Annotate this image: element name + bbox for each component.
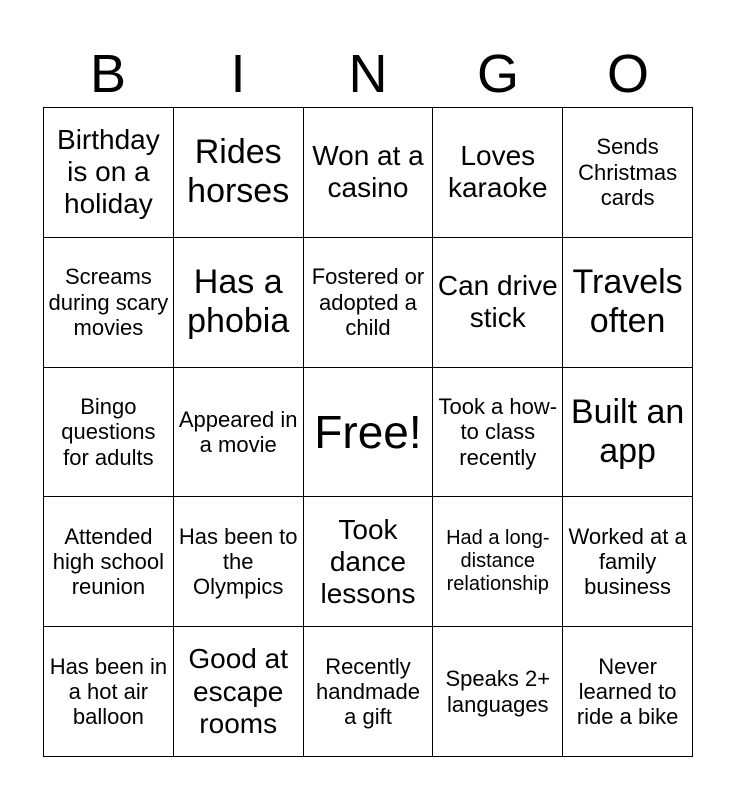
bingo-cell[interactable] [563, 497, 693, 627]
bingo-cell[interactable] [433, 368, 563, 498]
cell-text: Travels often [572, 263, 683, 341]
cell-text: Good at escape rooms [188, 643, 289, 739]
cell-text: Screams during scary movies [48, 264, 169, 340]
cell-text: Never learned to ride a bike [576, 653, 679, 730]
free-space[interactable] [304, 368, 434, 498]
bingo-cell[interactable] [433, 497, 563, 627]
bingo-cell[interactable] [304, 627, 434, 757]
cell-text: Took dance lessons [320, 513, 416, 609]
cell-text: Has been to the Olympics [178, 523, 298, 600]
bingo-cell[interactable] [563, 238, 693, 368]
bingo-header [43, 40, 693, 108]
cell-text: Fostered or adopted a child [311, 264, 425, 340]
cell-text: Loves karaoke [447, 140, 548, 204]
cell-text: Recently handmade a gift [316, 653, 420, 730]
cell-text: Took a how-to class recently [438, 394, 558, 470]
bingo-cell[interactable] [44, 108, 174, 238]
cell-text: Had a long-distance relationship [446, 527, 550, 596]
bingo-cell[interactable] [433, 108, 563, 238]
bingo-cell[interactable] [433, 627, 563, 757]
bingo-cell[interactable] [44, 627, 174, 757]
header-letter-n: N [348, 44, 388, 104]
cell-text: Bingo questions for adults [61, 394, 156, 470]
cell-text: Sends Christmas cards [578, 134, 678, 211]
bingo-cell[interactable] [304, 238, 434, 368]
free-space-text: Free! [314, 405, 422, 458]
bingo-cell[interactable] [563, 627, 693, 757]
cell-text: Speaks 2+ languages [445, 666, 551, 717]
cell-text: Attended high school reunion [52, 523, 165, 600]
cell-text: Worked at a family business [568, 523, 687, 600]
header-letter-g: G [476, 44, 519, 104]
cell-text: Can drive stick [437, 270, 558, 334]
header-letter-o: O [606, 44, 649, 104]
bingo-cell[interactable] [563, 108, 693, 238]
bingo-cell[interactable] [174, 627, 304, 757]
bingo-cell[interactable] [174, 108, 304, 238]
bingo-cell[interactable] [44, 368, 174, 498]
bingo-cell[interactable] [174, 368, 304, 498]
header-letter-b: B [89, 44, 127, 104]
header-letter-i: I [230, 44, 246, 104]
cell-text: Appeared in a movie [178, 406, 298, 457]
cell-text: Has a phobia [187, 263, 290, 341]
bingo-cell[interactable] [563, 368, 693, 498]
cell-text: Rides horses [187, 133, 290, 211]
bingo-cell[interactable] [304, 497, 434, 627]
bingo-cell[interactable] [174, 238, 304, 368]
cell-text: Birthday is on a holiday [57, 124, 160, 220]
cell-text: Has been in a hot air balloon [49, 653, 168, 730]
cell-text: Built an app [570, 392, 685, 470]
bingo-cell[interactable] [44, 238, 174, 368]
bingo-grid [43, 107, 693, 757]
bingo-cell[interactable] [174, 497, 304, 627]
cell-text: Won at a casino [312, 140, 424, 204]
bingo-cell[interactable] [433, 238, 563, 368]
bingo-cell[interactable] [304, 108, 434, 238]
bingo-cell[interactable] [44, 497, 174, 627]
